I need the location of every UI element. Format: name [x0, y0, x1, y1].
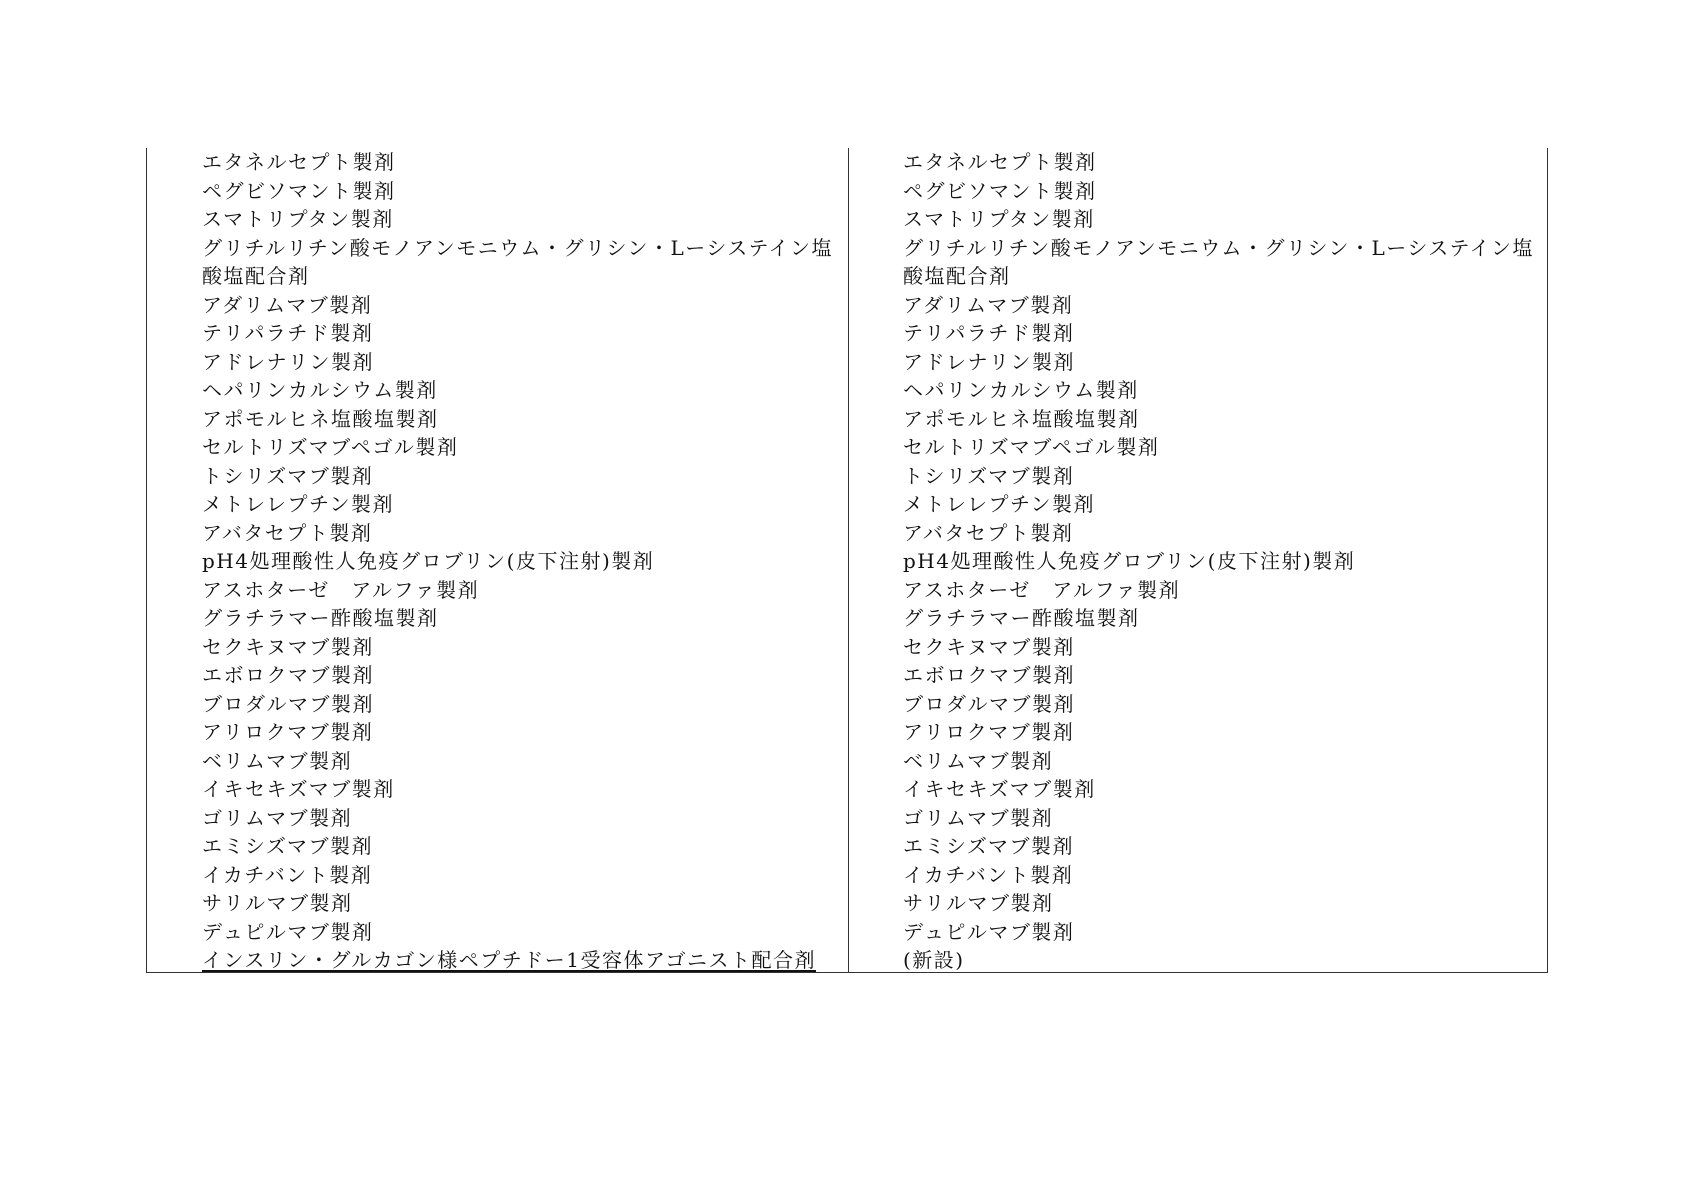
list-item: グリチルリチン酸モノアンモニウム・グリシン・Lーシステイン塩酸塩配合剤 — [202, 235, 833, 288]
list-item: グリチルリチン酸モノアンモニウム・グリシン・Lーシステイン塩酸塩配合剤 — [903, 235, 1534, 288]
list-item: ベリムマブ製剤 — [202, 748, 353, 773]
list-item: セルトリズマブペゴル製剤 — [903, 435, 1160, 459]
list-item: スマトリプタン製剤 — [202, 207, 394, 231]
list-item: アドレナリン製剤 — [202, 349, 374, 374]
list-item: ゴリムマブ製剤 — [903, 805, 1054, 830]
list-item: アリロクマブ製剤 — [202, 720, 374, 744]
list-item: グラチラマー酢酸塩製剤 — [903, 606, 1140, 630]
list-item: イカチバント製剤 — [202, 862, 373, 887]
list-item: デュピルマブ製剤 — [202, 919, 374, 944]
list-item: エミシズマブ製剤 — [202, 834, 373, 858]
list-item: アダリムマブ製剤 — [202, 292, 373, 317]
list-item: セルトリズマブペゴル製剤 — [202, 435, 459, 459]
list-item: アスホターゼ アルファ製剤 — [903, 577, 1181, 602]
right-drug-list — [903, 148, 1553, 975]
right-column — [903, 148, 1553, 975]
comparison-table — [146, 148, 1548, 973]
list-item: アスホターゼ アルファ製剤 — [202, 577, 480, 602]
list-item: エミシズマブ製剤 — [903, 834, 1074, 858]
list-item: ブロダルマブ製剤 — [202, 691, 374, 716]
list-item: ベリムマブ製剤 — [903, 748, 1054, 773]
list-item: グラチラマー酢酸塩製剤 — [202, 606, 439, 630]
list-item: アドレナリン製剤 — [903, 349, 1075, 374]
list-item: アポモルヒネ塩酸塩製剤 — [202, 406, 439, 431]
list-item: イキセキズマブ製剤 — [903, 777, 1096, 801]
list-item: アバタセプト製剤 — [903, 520, 1074, 545]
list-item: アダリムマブ製剤 — [903, 292, 1074, 317]
list-item: セクキヌマブ製剤 — [202, 634, 374, 659]
list-item: ペグビソマント製剤 — [202, 178, 396, 203]
list-item: サリルマブ製剤 — [903, 891, 1054, 915]
list-item: pH4処理酸性人免疫グロブリン(皮下注射)製剤 — [202, 549, 655, 573]
list-item: ブロダルマブ製剤 — [903, 691, 1075, 716]
list-item: エボロクマブ製剤 — [202, 663, 374, 687]
list-item: トシリズマブ製剤 — [202, 463, 374, 488]
list-item: イカチバント製剤 — [903, 862, 1074, 887]
left-column — [202, 148, 852, 975]
list-item: イキセキズマブ製剤 — [202, 777, 395, 801]
list-item-new-marker: (新設) — [903, 948, 965, 972]
list-item: セクキヌマブ製剤 — [903, 634, 1075, 659]
list-item: スマトリプタン製剤 — [903, 207, 1095, 231]
list-item: テリパラチド製剤 — [202, 321, 374, 345]
list-item: ペグビソマント製剤 — [903, 178, 1097, 203]
left-drug-list — [202, 148, 852, 975]
list-item: サリルマブ製剤 — [202, 891, 353, 915]
list-item: エボロクマブ製剤 — [903, 663, 1075, 687]
list-item: エタネルセプト製剤 — [903, 150, 1097, 174]
list-item: アリロクマブ製剤 — [903, 720, 1075, 744]
list-item: アポモルヒネ塩酸塩製剤 — [903, 406, 1140, 431]
list-item: アバタセプト製剤 — [202, 520, 373, 545]
list-item: ヘパリンカルシウム製剤 — [903, 378, 1139, 402]
list-item: ゴリムマブ製剤 — [202, 805, 353, 830]
list-item: エタネルセプト製剤 — [202, 150, 396, 174]
list-item: デュピルマブ製剤 — [903, 919, 1075, 944]
list-item: トシリズマブ製剤 — [903, 463, 1075, 488]
list-item: テリパラチド製剤 — [903, 321, 1075, 345]
list-item: ヘパリンカルシウム製剤 — [202, 378, 438, 402]
list-item: メトレレプチン製剤 — [202, 492, 394, 516]
list-item: pH4処理酸性人免疫グロブリン(皮下注射)製剤 — [903, 549, 1356, 573]
list-item: メトレレプチン製剤 — [903, 492, 1095, 516]
list-item-amended: インスリン・グルカゴン様ペプチドー1受容体アゴニスト配合剤 — [202, 948, 817, 972]
